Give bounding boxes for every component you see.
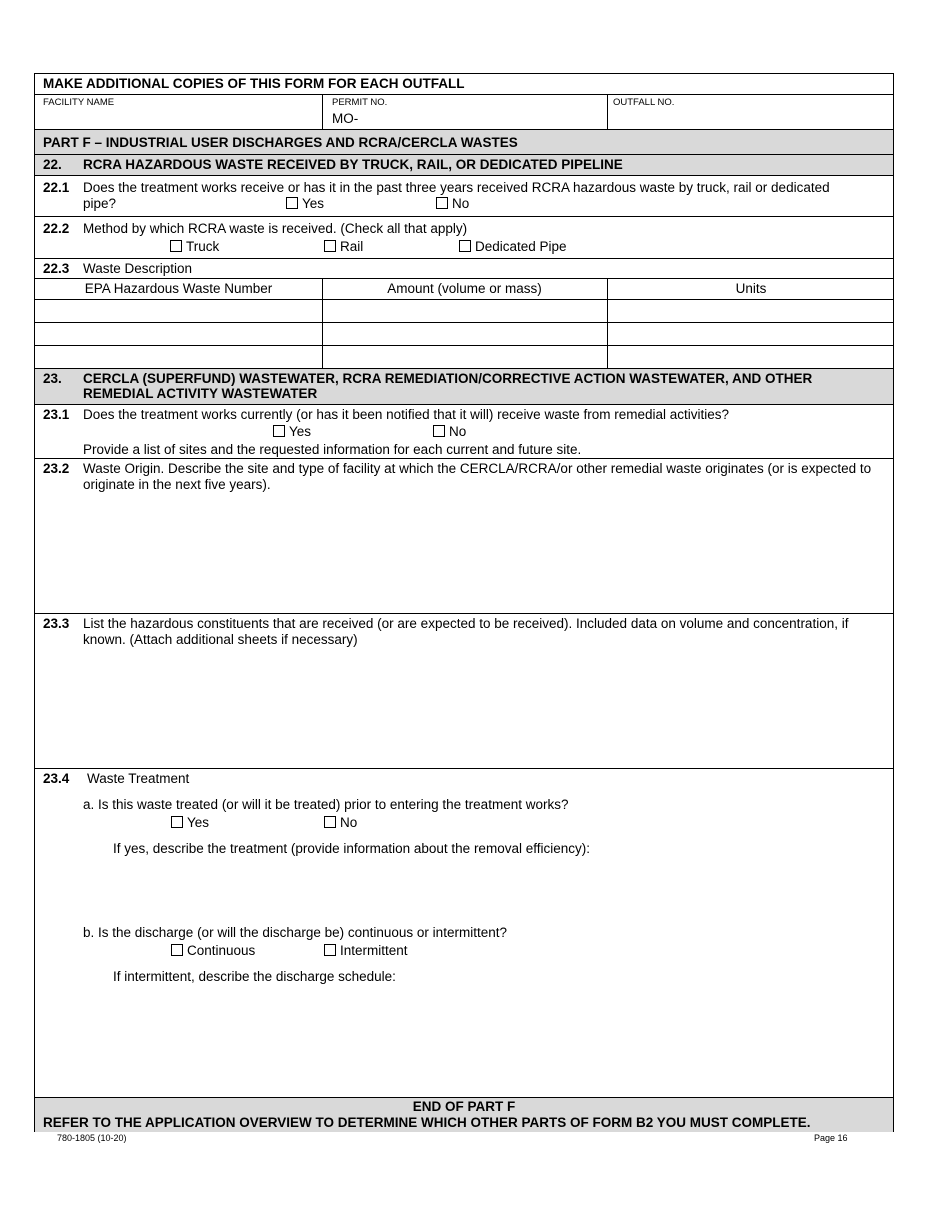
q23-4-number: 23.4 xyxy=(43,771,70,786)
q22-2-truck-option[interactable]: Truck xyxy=(170,239,219,255)
checkbox[interactable] xyxy=(459,240,471,252)
q23-4a-text: a. Is this waste treated (or will it be treated) prior to entering the treatment works? xyxy=(83,797,569,812)
q23-1-no-option[interactable]: No xyxy=(433,424,466,440)
q22-2-rail-option[interactable]: Rail xyxy=(324,239,363,255)
q23-1-yes-option[interactable]: Yes xyxy=(273,424,311,440)
q23-1-text: Does the treatment works currently (or has it been notified that it will) receive waste from remedial activities? xyxy=(83,407,730,422)
table-cell-amount-1[interactable] xyxy=(324,301,605,321)
table-cell-units-1[interactable] xyxy=(609,301,893,321)
q23-2-text: Waste Origin. Describe the site and type of facility at which the CERCLA/RCRA/or other remedial waste originates (or is expected to originate in the next five years). xyxy=(83,461,872,492)
section-23-title-line2: REMEDIAL ACTIVITY WASTEWATER xyxy=(83,386,318,401)
checkbox[interactable] xyxy=(324,944,336,956)
q23-2-number: 23.2 xyxy=(43,461,70,476)
q23-3-number: 23.3 xyxy=(43,616,70,631)
q22-2-text: Method by which RCRA waste is received. (Check all that apply) xyxy=(83,221,468,236)
q23-4a-answer-area[interactable] xyxy=(113,860,889,920)
q23-2-answer-area[interactable] xyxy=(83,496,889,610)
form-banner: MAKE ADDITIONAL COPIES OF THIS FORM FOR EACH OUTFALL xyxy=(43,76,465,91)
outfall-no-field[interactable] xyxy=(611,110,889,127)
table-cell-epa-2[interactable] xyxy=(37,324,320,344)
checkbox[interactable] xyxy=(286,197,298,209)
q22-1-yes-option[interactable]: Yes xyxy=(286,196,324,212)
col-header-amount: Amount (volume or mass) xyxy=(387,281,542,296)
q23-4b-answer-area[interactable] xyxy=(113,988,889,1093)
q22-1-number: 22.1 xyxy=(43,180,70,195)
q22-3-text: Waste Description xyxy=(83,261,193,276)
q23-4b-text: b. Is the discharge (or will the discharge be) continuous or intermittent? xyxy=(83,925,507,940)
facility-name-field[interactable] xyxy=(39,110,318,127)
q23-4b-note: If intermittent, describe the discharge schedule: xyxy=(113,969,396,984)
q22-1-no-option[interactable]: No xyxy=(436,196,469,212)
q23-3-answer-area[interactable] xyxy=(83,651,889,765)
q23-4b-intermittent-option[interactable]: Intermittent xyxy=(324,943,408,959)
page-number: Page 16 xyxy=(814,1133,848,1143)
checkbox[interactable] xyxy=(170,240,182,252)
form-number: 780-1805 (10-20) xyxy=(57,1133,127,1143)
q23-1-note: Provide a list of sites and the requested information for each current and future site. xyxy=(83,442,582,457)
table-cell-epa-3[interactable] xyxy=(37,347,320,367)
q23-4a-yes-option[interactable]: Yes xyxy=(171,815,209,831)
part-title: PART F – INDUSTRIAL USER DISCHARGES AND RCRA/CERCLA WASTES xyxy=(43,135,518,150)
table-cell-epa-1[interactable] xyxy=(37,301,320,321)
checkbox[interactable] xyxy=(171,944,183,956)
q23-1-number: 23.1 xyxy=(43,407,70,422)
checkbox[interactable] xyxy=(433,425,445,437)
outfall-no-label: OUTFALL NO. xyxy=(613,97,675,108)
checkbox[interactable] xyxy=(436,197,448,209)
checkbox[interactable] xyxy=(324,240,336,252)
table-cell-units-2[interactable] xyxy=(609,324,893,344)
end-of-part-title: END OF PART F xyxy=(412,1099,516,1114)
q22-1-text: Does the treatment works receive or has it in the past three years received RCRA hazardous waste by truck, rail or dedicated pipe? xyxy=(83,180,830,211)
col-header-epa-number: EPA Hazardous Waste Number xyxy=(84,281,273,296)
q22-2-pipe-option[interactable]: Dedicated Pipe xyxy=(459,239,567,255)
facility-name-label: FACILITY NAME xyxy=(43,97,115,108)
permit-no-field[interactable]: MO- xyxy=(332,111,359,126)
q22-3-number: 22.3 xyxy=(43,261,70,276)
table-cell-amount-3[interactable] xyxy=(324,347,605,367)
section-22-title: RCRA HAZARDOUS WASTE RECEIVED BY TRUCK, RAIL, OR DEDICATED PIPELINE xyxy=(83,157,623,172)
q23-4b-continuous-option[interactable]: Continuous xyxy=(171,943,255,959)
q22-2-number: 22.2 xyxy=(43,221,70,236)
q23-4-text: Waste Treatment xyxy=(87,771,190,786)
table-cell-amount-2[interactable] xyxy=(324,324,605,344)
q23-3-text: List the hazardous constituents that are received (or are expected to be received). Included data on volume and concentration, if known. (Attach additional sheets if necessary) xyxy=(83,616,849,647)
q23-4a-no-option[interactable]: No xyxy=(324,815,357,831)
permit-no-label: PERMIT NO. xyxy=(332,97,388,108)
checkbox[interactable] xyxy=(171,816,183,828)
section-22-number: 22. xyxy=(43,157,62,172)
table-cell-units-3[interactable] xyxy=(609,347,893,367)
checkbox[interactable] xyxy=(273,425,285,437)
checkbox[interactable] xyxy=(324,816,336,828)
q23-4a-note: If yes, describe the treatment (provide information about the removal efficiency): xyxy=(113,841,590,856)
form-part-f xyxy=(34,73,894,1132)
section-23-number: 23. xyxy=(43,371,62,386)
section-23-title-line1: CERCLA (SUPERFUND) WASTEWATER, RCRA REMEDIATION/CORRECTIVE ACTION WASTEWATER, AND OTHER xyxy=(83,371,813,386)
end-of-part-instruction: REFER TO THE APPLICATION OVERVIEW TO DETERMINE WHICH OTHER PARTS OF FORM B2 YOU MUST COMPLETE. xyxy=(43,1115,811,1130)
col-header-units: Units xyxy=(735,281,767,296)
